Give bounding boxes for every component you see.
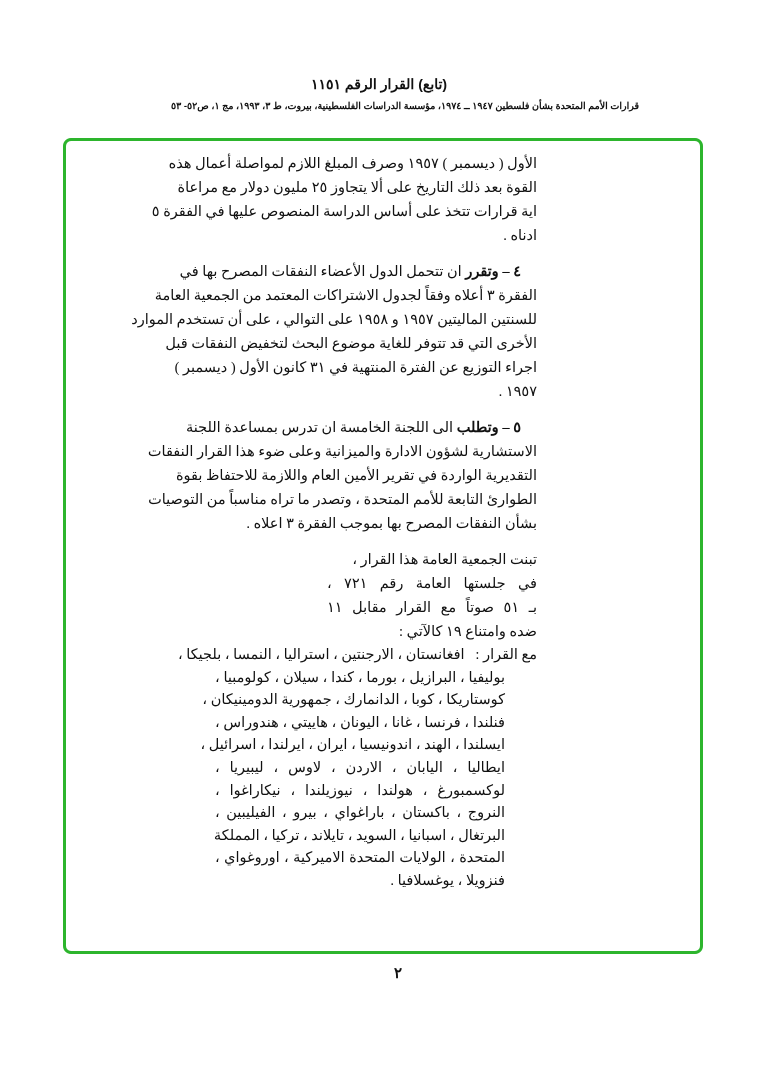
text-line: كوستاريكا ، كوبا ، الدانمارك ، جمهورية الدومينيكان ، — [202, 692, 505, 709]
paragraph-5 — [147, 416, 537, 536]
text-line: الأول ( ديسمبر ) ١٩٥٧ وصرف المبلغ اللازم لمواصلة أعمال هذه — [168, 156, 537, 172]
text-line: ايسلندا ، الهند ، اندونيسيا ، ايران ، ايرلندا ، اسرائيل ، — [200, 737, 505, 754]
source-citation: قرارات الأمم المتحدة بشأن فلسطين ١٩٤٧ ــ ١٩٧٤، مؤسسة الدراسات الفلسطينية، بيروت، ط ٣، ١٩٩٣، مج ١، ص٥٢- ٥٣ — [170, 101, 639, 112]
paragraph-lead: ٤ – وتقرر — [465, 264, 521, 280]
paragraph-lead: ٥ – وتطلب — [456, 420, 521, 436]
document-body — [131, 152, 537, 893]
adoption-block — [215, 548, 537, 644]
text-line: الأخرى التي قد تتوفر للغاية موضوع البحث لتخفيض النفقات قبل — [165, 336, 537, 352]
text-line: بوليفيا ، البرازيل ، بورما ، كندا ، سيلان ، كولومبيا ، — [215, 669, 505, 686]
text-line: فنزويلا ، يوغسلافيا . — [390, 872, 505, 889]
in-favour-list — [177, 644, 537, 893]
text-line: للسنتين الماليتين ١٩٥٧ و ١٩٥٨ على التوالي ، على أن تستخدم الموارد — [131, 312, 537, 328]
text-line: بشأن النفقات المصرح بها بموجب الفقرة ٣ اعلاه . — [246, 516, 537, 532]
text-line: النروج ، باكستان ، باراغواي ، بيرو ، الفيليبين ، — [215, 805, 505, 822]
paragraph-1 — [151, 152, 537, 248]
text-line: القوة بعد ذلك التاريخ على ألا يتجاوز ٢٥ مليون دولار مع مراعاة — [177, 180, 537, 196]
text-line: ضده وامتناع ١٩ كالآتي : — [399, 624, 537, 640]
page-number: ٢ — [393, 966, 403, 982]
running-header-title: (تابع) القرار الرقم ١١٥١ — [310, 76, 448, 92]
text-line: ١٩٥٧ . — [498, 384, 537, 400]
text-line: اجراء التوزيع عن الفترة المنتهية في ٣١ كانون الأول ( ديسمبر ) — [174, 360, 537, 376]
text-line: اية قرارات تتخذ على أساس الدراسة المنصوص عليها في الفقرة ٥ — [151, 204, 537, 220]
text-line: الطوارئ التابعة للأمم المتحدة ، وتصدر ما تراه مناسباً من التوصيات — [148, 492, 537, 508]
text-line: الاستشارية لشؤون الادارة والميزانية وعلى ضوء هذا القرار النفقات — [147, 444, 537, 460]
text-line: ايطاليا ، اليابان ، الاردن ، لاوس ، ليبيريا ، — [215, 759, 505, 776]
text-line: فنلندا ، فرنسا ، غانا ، اليونان ، هاييتي ، هندوراس ، — [215, 714, 505, 731]
text-line: ادناه . — [503, 228, 537, 244]
text-line: في جلستها العامة رقم ٧٢١ ، — [327, 576, 537, 592]
text-line: الفقرة ٣ أعلاه وفقاً لجدول الاشتراكات المعتمد من الجمعية العامة — [154, 288, 537, 304]
paragraph-4 — [131, 260, 537, 404]
text-line: البرتغال ، اسبانيا ، السويد ، تايلاند ، تركيا ، المملكة — [213, 827, 505, 844]
text-line: التقديرية الواردة في تقرير الأمين العام واللازمة للاحتفاظ بقوة — [175, 468, 537, 484]
text-line: ٤ – وتقرر ان تتحمل الدول الأعضاء النفقات المصرح بها في — [179, 264, 521, 280]
text-line: تبنت الجمعية العامة هذا القرار ، — [352, 552, 537, 568]
text-line: مع القرار : افغانستان ، الارجنتين ، استراليا ، النمسا ، بلجيكا ، — [177, 647, 537, 663]
text-line: بـ ٥١ صوتاً مع القرار مقابل ١١ — [327, 600, 537, 616]
text-line: المتحدة ، الولايات المتحدة الاميركية ، اوروغواي ، — [215, 850, 505, 867]
text-line: لوكسمبورغ ، هولندا ، نيوزيلندا ، نيكاراغوا ، — [215, 782, 505, 799]
in-favour-label: مع القرار : — [475, 647, 537, 663]
text-line: ٥ – وتطلب الى اللجنة الخامسة ان تدرس بمساعدة اللجنة — [185, 420, 521, 436]
